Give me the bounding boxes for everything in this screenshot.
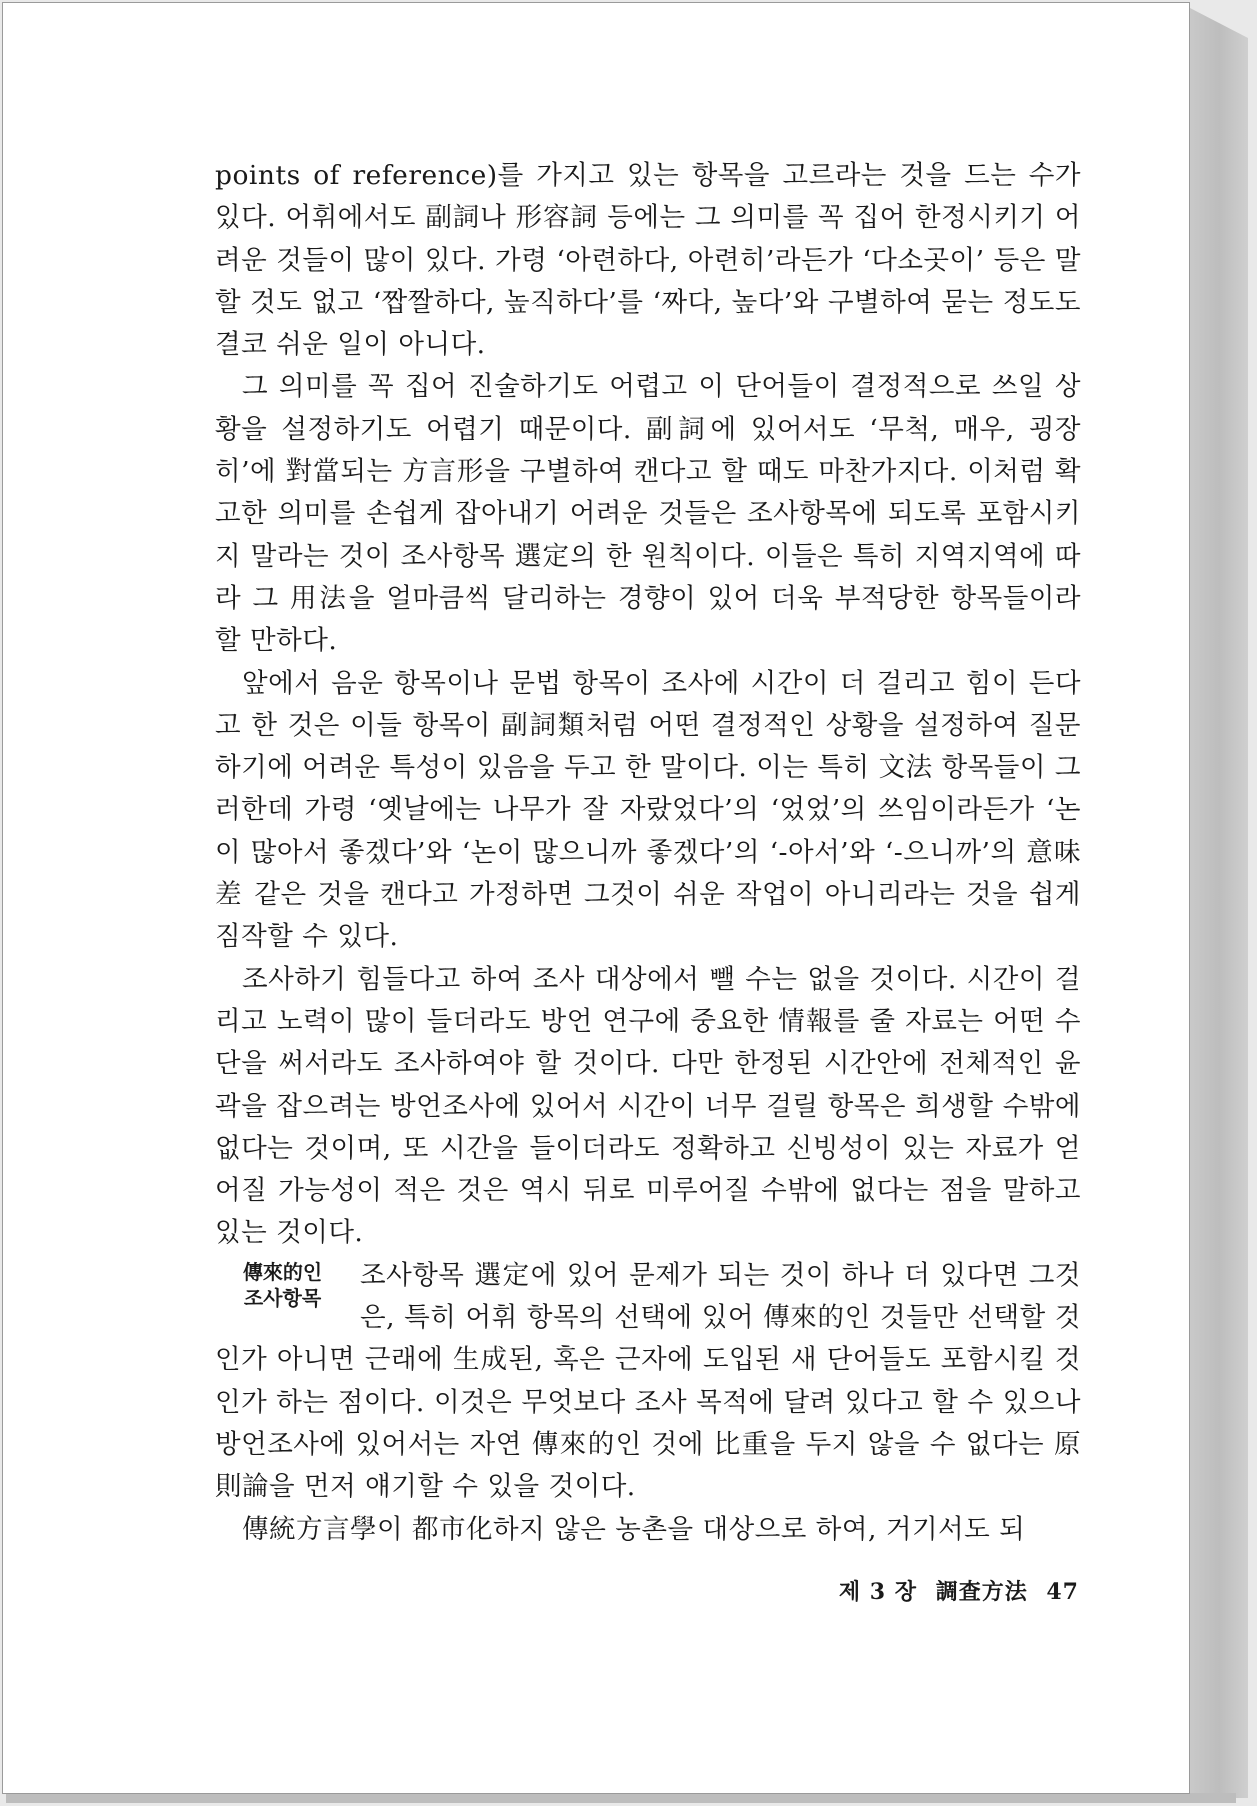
paragraph-1: points of reference)를 가지고 있는 항목을 고르라는 것을 드는 수가 있다. 어휘에서도 副詞나 形容詞 등에는 그 의미를 꼭 집어 한정시키기 어려운 것들이 많이 있다. 가령 ‘아련하다, 아련히’라든가 ‘다소곳이’ 등은 말할 것도 없고 ‘짭짤하다, 높직하다’를 ‘짜다, 높다’와 구별하여 묻는 정도도 결코 쉬운 일이 아니다. — [215, 160, 1081, 361]
section-with-sidenote — [215, 1255, 1081, 1509]
page-body — [215, 155, 1081, 1551]
margin-heading-line-1: 傳來的인 — [242, 1259, 323, 1284]
page-number: 47 — [1046, 1579, 1079, 1605]
book-page — [2, 2, 1190, 1794]
page-stack-edge — [1190, 8, 1248, 1798]
running-footer — [793, 1575, 1079, 1606]
paragraph-6: 傳統方言學이 都市化하지 않은 농촌을 대상으로 하여, 거기서도 되 — [242, 1513, 1026, 1545]
margin-heading-line-2: 조사항목 — [243, 1285, 322, 1310]
paragraph-5: 조사항목 選定에 있어 문제가 되는 것이 하나 더 있다면 그것은, 특히 어휘 항목의 선택에 있어 傳來的인 것들만 선택할 것인가 아니면 근래에 生成된, 혹은 근자에 도입된 새 단어들도 포함시킬 것인가 하는 점이다. 이것은 무엇보다 조사 목적에 달려 있다고 할 수 있으나 방언조사에 있어서는 자연 傳來的인 것에 比重을 두지 않을 수 없다는 原則論을 먼저 얘기할 수 있을 것이다. — [215, 1259, 1081, 1503]
chapter-title: 調査方法 — [935, 1579, 1028, 1605]
paragraph-3: 앞에서 음운 항목이나 문법 항목이 조사에 시간이 더 걸리고 힘이 든다고 한 것은 이들 항목이 副詞類처럼 어떤 결정적인 상황을 설정하여 질문하기에 어려운 특성이 있음을 두고 한 말이다. 이는 특히 文法 항목들이 그러한데 가령 ‘옛날에는 나무가 잘 자랐었다’의 ‘었었’의 쓰임이라든가 ‘논이 많아서 좋겠다’와 ‘논이 많으니까 좋겠다’의 ‘-아서’와 ‘-으니까’의 意味差 같은 것을 캔다고 가정하면 그것이 쉬운 작업이 아니리라는 것을 쉽게 짐작할 수 있다. — [215, 667, 1081, 953]
chapter-label: 제 3 장 — [838, 1579, 918, 1605]
margin-heading — [215, 1259, 350, 1311]
paragraph-2: 그 의미를 꼭 집어 진술하기도 어렵고 이 단어들이 결정적으로 쓰일 상황을 설정하기도 어렵기 때문이다. 副詞에 있어서도 ‘무척, 매우, 굉장히’에 對當되는 方言形을 구별하여 캔다고 할 때도 마찬가지다. 이처럼 확고한 의미를 손쉽게 잡아내기 어려운 것들은 조사항목에 되도록 포함시키지 말라는 것이 조사항목 選定의 한 원칙이다. 이들은 특히 지역지역에 따라 그 用法을 얼마큼씩 달리하는 경향이 있어 더욱 부적당한 항목들이라 할 만하다. — [215, 371, 1081, 657]
page-stack-bottom — [6, 1793, 1236, 1803]
paragraph-4: 조사하기 힘들다고 하여 조사 대상에서 뺄 수는 없을 것이다. 시간이 걸리고 노력이 많이 들더라도 방언 연구에 중요한 情報를 줄 자료는 어떤 수단을 써서라도 조사하여야 할 것이다. 다만 한정된 시간안에 전체적인 윤곽을 잡으려는 방언조사에 있어서 시간이 너무 걸릴 항목은 희생할 수밖에 없다는 것이며, 또 시간을 들이더라도 정확하고 신빙성이 있는 자료가 얻어질 가능성이 적은 것은 역시 뒤로 미루어질 수밖에 없다는 점을 말하고 있는 것이다. — [215, 963, 1081, 1249]
